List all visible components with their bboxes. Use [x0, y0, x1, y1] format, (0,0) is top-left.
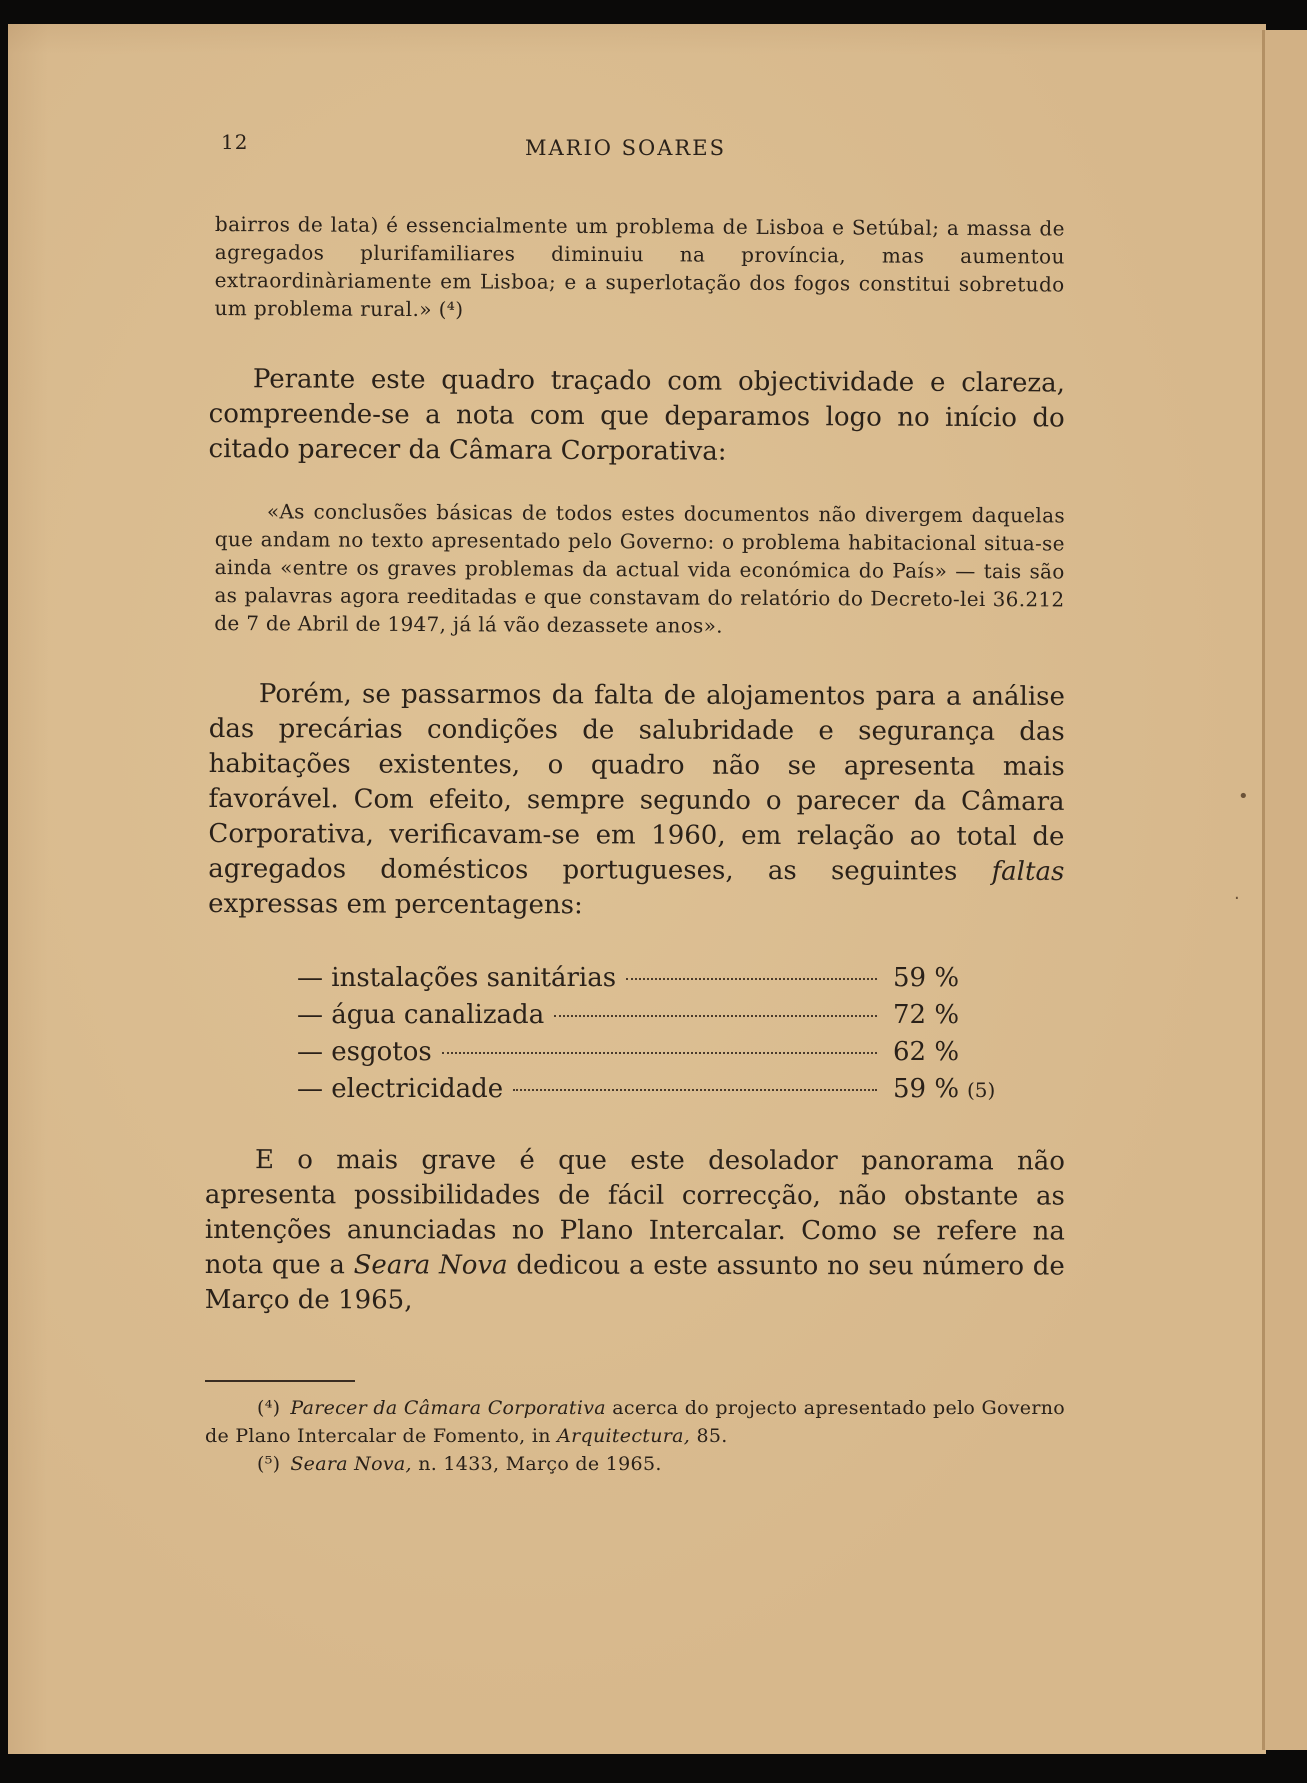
- leader-dots: [554, 1015, 877, 1017]
- list-item-value: 59 %: [893, 963, 960, 993]
- page-content: [205, 118, 1065, 1478]
- footnote-end: 85.: [696, 1425, 728, 1447]
- list-item-label: — instalações sanitárias: [297, 963, 617, 993]
- margin-mark: •: [1238, 786, 1249, 807]
- paragraph-1: Perante este quadro traçado com objectividade e clareza, compreende-se a nota com que deparamos logo no início do citado parecer da Câmara Corporativa:: [208, 364, 1065, 467]
- running-head-author: MARIO SOARES: [525, 136, 726, 160]
- footnote-5: [205, 1450, 1065, 1478]
- paragraph-2-emphasis: faltas: [991, 856, 1065, 887]
- shortages-list: [297, 960, 1017, 1109]
- leader-dots: [513, 1089, 877, 1091]
- footnote-source: Arquitectura,: [557, 1425, 691, 1447]
- footnote-title: Parecer da Câmara Corporativa: [290, 1397, 606, 1419]
- list-item-value: 62 %: [893, 1037, 960, 1067]
- list-item-value: 72 %: [893, 1000, 960, 1030]
- adjacent-page-edge: [1262, 30, 1307, 1750]
- list-item-label: — electricidade: [297, 1074, 504, 1104]
- list-item: [297, 1034, 1017, 1071]
- list-item-value: 59 %: [893, 1074, 960, 1104]
- block-quote: «As conclusões básicas de todos estes documentos não divergem daquelas que andam no texto apresentado pelo Governo: o problema habitacional situa-se ainda «entre os graves problemas da actual vida económica do País» — tais são as palavras agora reeditadas e que constavam do relatório do Decreto-lei 36.212 de 7 de Abril de 1947, já lá vão dezassete anos».: [214, 499, 1065, 638]
- page-number: 12: [221, 130, 249, 154]
- list-item-note: (5): [967, 1078, 996, 1102]
- list-item-label: — esgotos: [297, 1037, 432, 1067]
- paragraph-3: [205, 1143, 1065, 1320]
- list-item: [297, 1071, 1017, 1109]
- footnote-text: n. 1433, Março de 1965.: [418, 1453, 662, 1475]
- footnotes: [205, 1394, 1065, 1478]
- paragraph-3-text-b: dedicou a este assunto no seu número de Março de 1965,: [204, 1250, 1065, 1316]
- footnote-mark: (⁵): [257, 1453, 281, 1475]
- quote-continuation: bairros de lata) é essencialmente um problema de Lisboa e Setúbal; a massa de agregados plurifamiliares diminuiu na província, mas aumentou extraordinàriamente em Lisboa; e a superlotação dos fogos constitui sobretudo um problema rural.» (⁴): [214, 211, 1065, 322]
- footnote-title: Seara Nova,: [290, 1453, 412, 1475]
- footnote-mark: (⁴): [257, 1397, 281, 1419]
- list-item-label: — água canalizada: [297, 1000, 545, 1030]
- running-head: [205, 118, 1065, 158]
- leader-dots: [626, 978, 877, 980]
- paragraph-3-text-a: E o mais grave é que este desolador panorama não apresenta possibilidades de fácil correcção, não obstante as intenções anunciadas no Plano Intercalar. Como se refere na nota que a: [204, 1145, 1065, 1281]
- margin-mark: ·: [1234, 888, 1240, 909]
- paragraph-3-emphasis: Seara Nova: [353, 1250, 508, 1281]
- footnote-text: acerca do projecto apresentado pelo Governo de Plano Intercalar de Fomento, in: [205, 1397, 1065, 1447]
- footnote-rule: [205, 1380, 355, 1382]
- paragraph-2-text-a: Porém, se passarmos da falta de alojamentos para a análise das precárias condições de salubridade e segurança das habitações existentes, o quadro não se apresenta mais favorável. Com efeito, sempre segundo o parecer da Câmara Corporativa, verificavam-se em 1960, em relação ao total de agregados domésticos portugueses, as seguintes: [208, 679, 1065, 887]
- list-item: [297, 997, 1017, 1034]
- paragraph-2: [208, 677, 1065, 925]
- leader-dots: [442, 1052, 877, 1054]
- paragraph-2-text-b: expressas em percentagens:: [208, 888, 583, 921]
- list-item: [297, 960, 1017, 997]
- footnote-4: [205, 1394, 1065, 1450]
